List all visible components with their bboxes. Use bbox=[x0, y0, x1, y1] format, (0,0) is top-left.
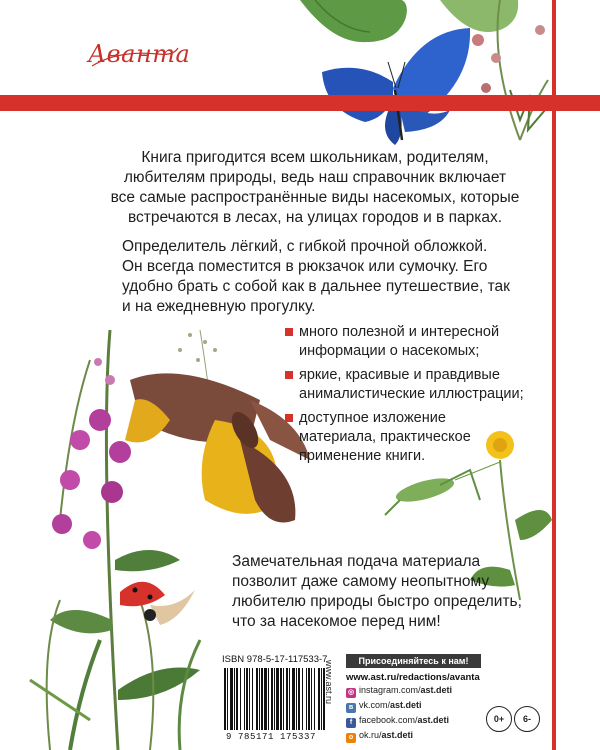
list-item: яркие, красивые и правдивые анималистические иллюстрации; bbox=[285, 366, 525, 404]
barcode-number: 9 785171 175337 bbox=[226, 732, 317, 742]
barcode-bar bbox=[246, 668, 248, 730]
list-item: много полезной и интересной информации о насекомых; bbox=[285, 323, 525, 361]
barcode-bar bbox=[234, 668, 235, 730]
description-paragraph: Определитель лёгкий, с гибкой прочной обложкой. Он всегда поместится в рюкзачок или сумочку. Его удобно брать с собой как в дальнее путешествие, так и на ежедневную прогулку. bbox=[122, 238, 510, 315]
publisher-site-vertical: www.ast.ru bbox=[324, 660, 334, 705]
social-link-prefix: vk.com/ bbox=[359, 700, 391, 710]
bullet-square-icon bbox=[285, 328, 293, 336]
bullet-square-icon bbox=[285, 414, 293, 422]
barcode-bar bbox=[261, 668, 263, 730]
social-link-handle: ast.deti bbox=[381, 730, 414, 740]
barcode-bar bbox=[252, 668, 253, 730]
social-link[interactable] bbox=[346, 685, 481, 698]
barcode-bar bbox=[227, 668, 228, 730]
moth-illustration bbox=[125, 373, 310, 522]
vk-icon: в bbox=[346, 703, 356, 713]
barcode-bar bbox=[296, 668, 297, 730]
barcode bbox=[222, 668, 328, 730]
barcode-bar bbox=[249, 668, 250, 730]
barcode-bar bbox=[280, 668, 282, 730]
barcode-block bbox=[222, 654, 334, 746]
barcode-bar bbox=[268, 668, 269, 730]
intro-paragraph: Книга пригодится всем школьникам, родителям, любителям природы, ведь наш справочник включает все самые распространённые виды насекомых, которые встречаются в лесах, на улицах городов и в парках. bbox=[110, 149, 520, 226]
barcode-bar bbox=[306, 668, 307, 730]
age-rating-badge: 6- bbox=[514, 706, 540, 732]
barcode-bar bbox=[283, 668, 284, 730]
barcode-bar bbox=[289, 668, 290, 730]
list-item: доступное изложение материала, практическое применение книги. bbox=[285, 409, 525, 466]
social-links-panel bbox=[346, 654, 481, 743]
social-link-handle: ast.deti bbox=[420, 685, 453, 695]
top-red-band bbox=[0, 95, 600, 111]
barcode-bar bbox=[240, 668, 241, 730]
barcode-bar bbox=[230, 668, 233, 730]
barcode-bar bbox=[276, 668, 279, 730]
barcode-bar bbox=[308, 668, 310, 730]
blue-butterfly-illustration bbox=[322, 28, 470, 145]
instagram-icon: ◎ bbox=[347, 689, 355, 696]
barcode-bar bbox=[256, 668, 258, 730]
social-link-handle: ast.deti bbox=[390, 700, 422, 710]
bullet-square-icon bbox=[285, 371, 293, 379]
closing-paragraph: Замечательная подача материала позволит даже самому неопытному любителю природы быстро определить, что за насекомое перед ним! bbox=[232, 553, 522, 630]
social-link-prefix: facebook.com/ bbox=[359, 715, 418, 725]
barcode-bar bbox=[314, 668, 315, 730]
barcode-bar bbox=[286, 668, 288, 730]
social-link[interactable] bbox=[346, 715, 481, 728]
barcode-bar bbox=[298, 668, 300, 730]
social-link-handle: ast.deti bbox=[417, 715, 450, 725]
barcode-bar bbox=[264, 668, 267, 730]
age-rating-badge: 0+ bbox=[486, 706, 512, 732]
barcode-bar bbox=[274, 668, 275, 730]
barcode-bar bbox=[302, 668, 303, 730]
barcode-bar bbox=[236, 668, 238, 730]
barcode-bar bbox=[259, 668, 260, 730]
side-red-stripe bbox=[552, 0, 556, 750]
social-link[interactable] bbox=[346, 700, 481, 713]
odnoklassniki-icon: о bbox=[346, 733, 356, 743]
barcode-bar bbox=[224, 668, 226, 730]
social-link-prefix: instagram.com/ bbox=[359, 685, 421, 695]
features-list bbox=[285, 323, 525, 471]
barcode-bar bbox=[244, 668, 245, 730]
barcode-bar bbox=[311, 668, 312, 730]
leaf-illustration bbox=[300, 0, 518, 42]
barcode-bar bbox=[292, 668, 295, 730]
publisher-site-link[interactable]: www.ast.ru/redactions/avanta bbox=[346, 672, 480, 683]
logo-text: Аванта bbox=[88, 40, 191, 68]
isbn-label: ISBN 978-5-17-117533-7 bbox=[222, 654, 328, 665]
ladybug-illustration bbox=[120, 582, 195, 625]
join-us-banner: Присоединяйтесь к нам! bbox=[346, 654, 481, 668]
barcode-bar bbox=[318, 668, 320, 730]
facebook-icon: f bbox=[346, 718, 356, 728]
social-link-prefix: ok.ru/ bbox=[359, 730, 382, 740]
barcode-bar bbox=[271, 668, 273, 730]
avanta-logo bbox=[88, 36, 191, 74]
social-link[interactable] bbox=[346, 730, 481, 743]
